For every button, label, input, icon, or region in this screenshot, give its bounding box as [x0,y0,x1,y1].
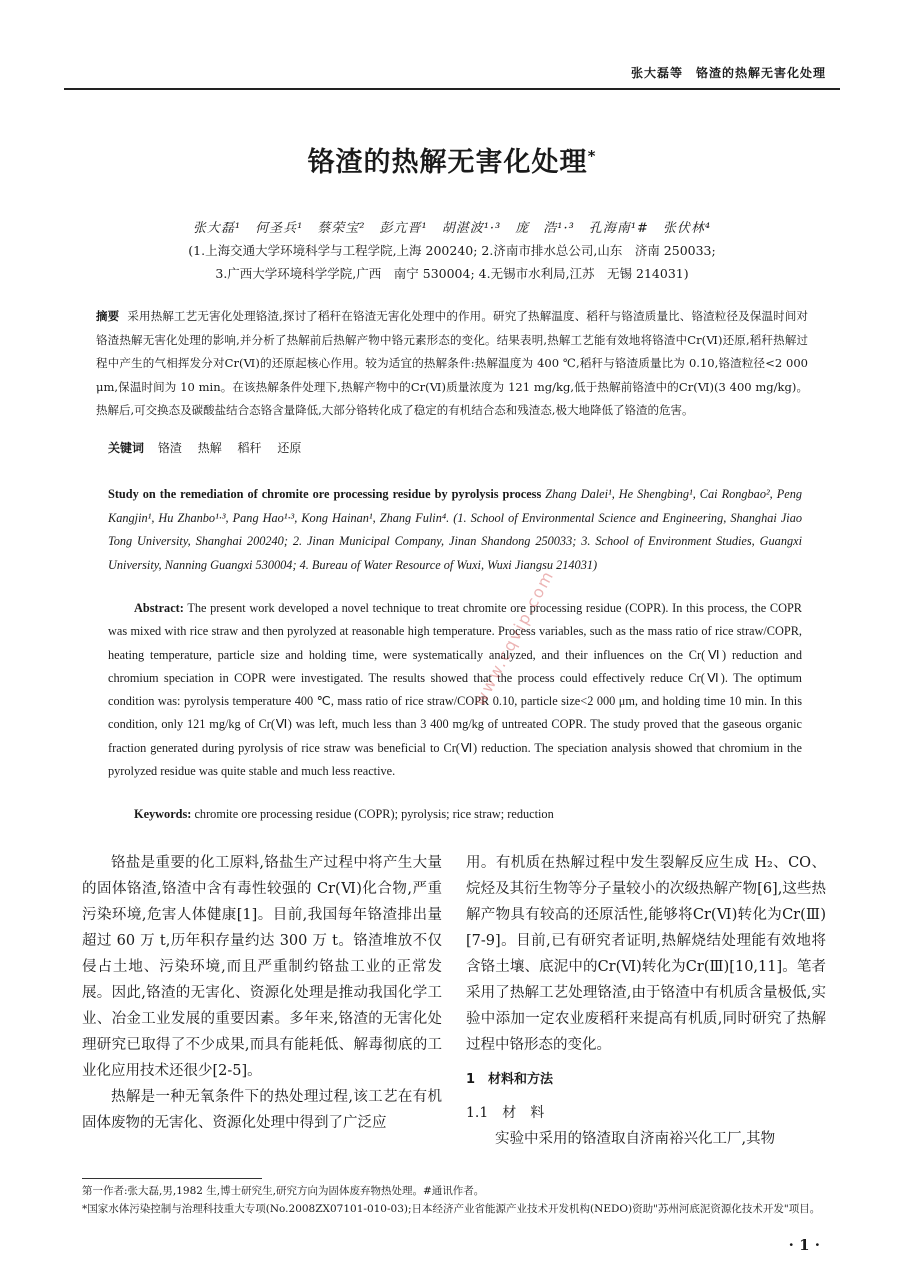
paper-title [0,140,904,179]
running-head: 张大磊等 铬渣的热解无害化处理 [630,66,826,80]
english-keywords-label: Keywords: [134,807,192,821]
english-authors: Zhang Dalei¹, He Shengbing¹, Cai Rongbao², Peng Kangjin¹, Hu Zhanbo¹·³, Pang Hao¹·³, Kong Hainan¹, Zhang Fulin⁴. [108,487,803,525]
chinese-keyword: 稻秆 [237,441,262,455]
chinese-abstract-text: 采用热解工艺无害化处理铬渣,探讨了稻秆在铬渣无害化处理中的作用。研究了热解温度、稻秆与铬渣质量比、铬渣粒径及保温时间对铬渣热解无害化处理的影响,并分析了热解前后热解产物中铬元素形态的变化。结果表明,热解工艺能有效地将铬渣中Cr(Ⅵ)还原,稻秆热解过程中产生的气相挥发分对Cr(Ⅵ)的还原起核心作用。较为适宜的热解条件:热解温度为 400 ℃,稻秆与铬渣质量比为 0.10,铬渣粒径<2 000 μm,保温时间为 10 min。在该热解条件处理下,热解产物中的Cr(Ⅵ)质量浓度为 121 mg/kg,低于热解前铬渣中的Cr(Ⅵ)(3 400 mg/kg)。热解后,可交换态及碳酸盐结合态铬含量降低,大部分铬转化成了稳定的有机结合态和残渣态,极大地降低了铬渣的危害。 [96,309,809,417]
footnote-funding: *国家水体污染控制与治理科技重大专项(No.2008ZX07101-010-03);日本经济产业省能源产业技术开发机构(NEDO)资助"苏州河底泥资源化技术开发"项目。 [82,1203,821,1215]
section-heading: 1 材料和方法 [466,1072,554,1087]
chinese-keywords [108,439,313,456]
watermark: www.cqvip.com [470,566,558,709]
subsection-heading: 1.1 材 料 [466,1105,545,1121]
chinese-abstract [96,305,808,423]
chinese-keyword: 还原 [277,441,302,455]
title-footnote-mark: * [587,147,597,165]
english-abstract-label: Abstract: [134,601,184,615]
english-abstract-text: The present work developed a novel technique to treat chromite ore processing residue (COPR). In this process, the COPR was mixed with rice straw and then pyrolyzed at reasonable high temperature. Process variables, such as the mass ratio of rice straw/COPR, heating temperature, particle size and holding time, were systematically analyzed, and their influences on the Cr(Ⅵ) reduction and chromium speciation in COPR were investigated. The results showed that the process could effectively reduce Cr(Ⅵ). The optimum condition was: pyrolysis temperature 400 ℃, mass ratio of rice straw/COPR 0.10, particle size<2 000 μm, and holding time 10 min. In this condition, only 121 mg/kg of Cr(Ⅵ) was left, much less than 3 400 mg/kg of untreated COPR. The study proved that the gaseous organic fraction generated during pyrolysis of rice straw was beneficial to Cr(Ⅵ) reduction. The speciation analysis showed that chromium in the pyrolyzed residue was quite stable and much less reactive. [108,601,802,779]
english-affiliations: (1. School of Environmental Science and Engineering, Shanghai Jiao Tong University, Shanghai 200240; 2. Jinan Municipal Company, Jinan Shandong 250033; 3. School of Environment Studies, Guangxi University, Nanning Guangxi 530004; 4. Bureau of Water Resource of Wuxi, Wuxi Jiangsu 214031) [108,510,803,572]
body-paragraph: 实验中采用的铬渣取自济南裕兴化工厂,其物 [495,1131,776,1147]
chinese-keywords-label: 关键词 [108,441,145,455]
header-rule [64,88,840,90]
body-paragraph: 铬盐是重要的化工原料,铬盐生产过程中将产生大量的固体铬渣,铬渣中含有毒性较强的 Cr(Ⅵ)化合物,严重污染环境,危害人体健康[1]。目前,我国每年铬渣排出量超过 60 万 t,历年积存量约达 300 万 t。铬渣堆放不仅侵占土地、污染环境,而且严重制约铬盐工业的正常发展。因此,铬渣的无害化、资源化处理是推动我国化学工业、冶金工业发展的重要因素。多年来,铬渣的无害化处理研究已取得了不少成果,而具有能耗低、解毒彻底的工业化应用技术还很少[2-5]。 [82,855,442,1079]
body-left-column [82,850,442,1136]
body-paragraph: 用。有机质在热解过程中发生裂解反应生成 H₂、CO、烷烃及其衍生物等分子量较小的次级热解产物[6],这些热解产物具有较高的还原活性,能够将Cr(Ⅵ)转化为Cr(Ⅲ)[7-9]。目前,已有研究者证明,热解烧结处理能有效地将含铬土壤、底泥中的Cr(Ⅵ)转化为Cr(Ⅲ)[10,11]。笔者采用了热解工艺处理铬渣,由于铬渣中有机质含量极低,实验中添加一定农业废稻秆来提高有机质,同时研究了热解过程中铬形态的变化。 [466,855,826,1053]
chinese-keyword: 热解 [197,441,222,455]
english-abstract [108,597,802,783]
body-right-column [466,850,826,1152]
page-number: · 1 · [788,1236,820,1254]
english-keywords [134,807,554,822]
chinese-abstract-label: 摘要 [96,309,120,323]
affiliation-line-1: (1.上海交通大学环境科学与工程学院,上海 200240; 2.济南市排水总公司,山东 济南 250033; [188,243,716,258]
english-title-block [108,483,802,577]
author-list: 张大磊¹ 何圣兵¹ 蔡荣宝² 彭亢晋¹ 胡湛波¹·³ 庞 浩¹·³ 孔海南¹# 张伏林⁴ [192,221,712,236]
footnote-author: 第一作者:张大磊,男,1982 生,博士研究生,研究方向为固体废弃物热处理。#通讯作者。 [82,1185,485,1197]
english-keywords-text: chromite ore processing residue (COPR); pyrolysis; rice straw; reduction [194,807,554,821]
body-paragraph: 热解是一种无氧条件下的热处理过程,该工艺在有机固体废物的无害化、资源化处理中得到了广泛应 [82,1089,442,1131]
paper-title-text: 铬渣的热解无害化处理 [307,147,588,178]
english-title: Study on the remediation of chromite ore processing residue by pyrolysis process [108,487,542,501]
chinese-keyword: 铬渣 [157,441,182,455]
footnote-rule [82,1178,262,1179]
affiliation-line-2: 3.广西大学环境科学学院,广西 南宁 530004; 4.无锡市水利局,江苏 无锡 214031) [215,266,689,281]
